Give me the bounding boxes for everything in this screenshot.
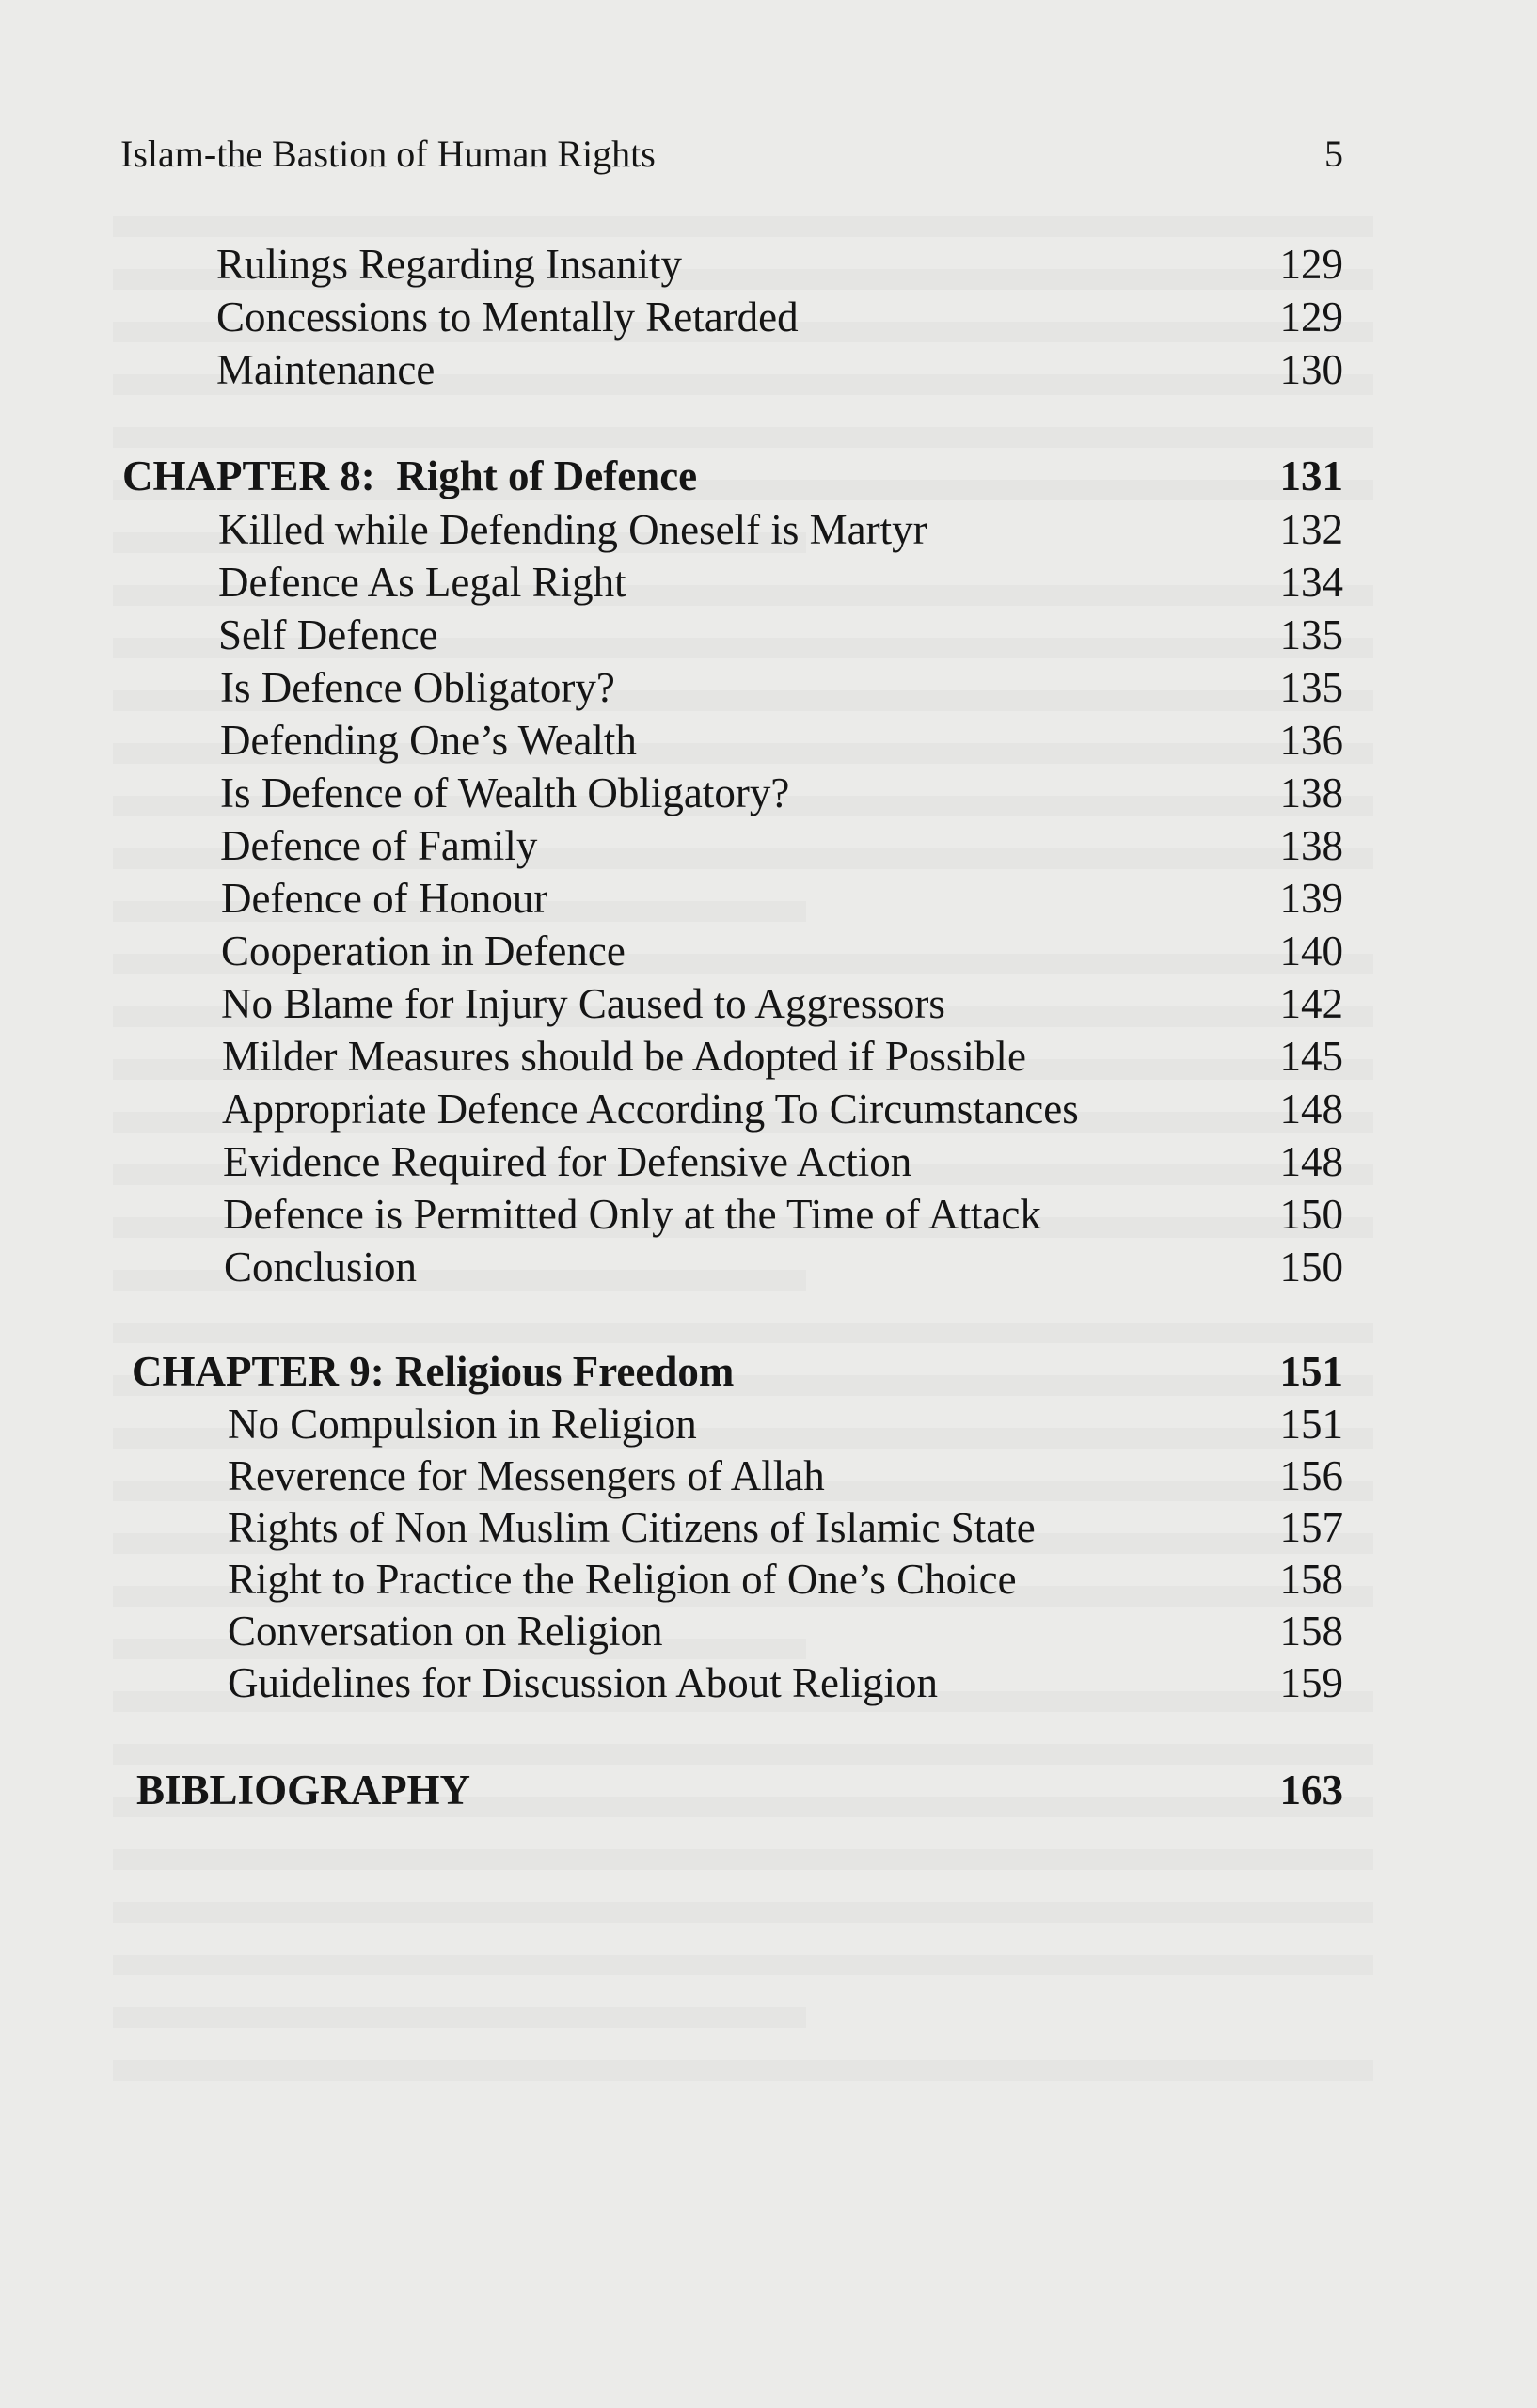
- toc-entry: [223, 1137, 1343, 1186]
- entry-page: 138: [1279, 822, 1343, 869]
- entry-title: Concessions to Mentally Retarded: [216, 293, 799, 341]
- entry-title: Cooperation in Defence: [221, 927, 626, 974]
- entry-page: 158: [1279, 1608, 1343, 1655]
- entry-title: Is Defence Obligatory?: [220, 664, 615, 711]
- entry-page: 129: [1279, 241, 1343, 288]
- chapter-page: 151: [1279, 1348, 1343, 1395]
- entry-title: Rulings Regarding Insanity: [216, 241, 682, 288]
- toc-entry: [216, 293, 1343, 341]
- entry-page: 157: [1279, 1504, 1343, 1551]
- entry-title: Appropriate Defence According To Circumstances: [222, 1085, 1079, 1133]
- entry-title: Milder Measures should be Adopted if Possible: [222, 1033, 1026, 1080]
- toc-entry: [220, 821, 1343, 870]
- entry-page: 129: [1279, 293, 1343, 341]
- toc-entry: [220, 663, 1343, 712]
- toc-entry: [221, 979, 1343, 1028]
- entry-title: Conclusion: [224, 1244, 418, 1291]
- toc-entry: [228, 1451, 1343, 1500]
- toc-entry: [216, 345, 1343, 394]
- chapter-label: CHAPTER 8:: [122, 452, 375, 499]
- entry-title: Self Defence: [218, 611, 438, 658]
- toc-entry: [218, 558, 1343, 607]
- toc-entry: [222, 1032, 1343, 1081]
- entry-title: Guidelines for Discussion About Religion: [228, 1659, 938, 1706]
- chapter-page: 131: [1279, 452, 1343, 499]
- entry-title: Is Defence of Wealth Obligatory?: [220, 769, 790, 816]
- toc-entry: [218, 610, 1343, 659]
- entry-page: 151: [1279, 1401, 1343, 1448]
- entry-page: 138: [1279, 769, 1343, 816]
- chapter-name: Religious Freedom: [395, 1348, 735, 1395]
- chapter-name: Right of Defence: [396, 452, 698, 499]
- toc-entry: [216, 240, 1343, 289]
- chapter-heading: [132, 1347, 1343, 1396]
- entry-title: Defence As Legal Right: [218, 559, 626, 606]
- entry-page: 145: [1279, 1033, 1343, 1080]
- entry-page: 135: [1279, 611, 1343, 658]
- chapter-title: [132, 1347, 734, 1396]
- entry-page: 140: [1279, 927, 1343, 974]
- entry-title: Defence of Family: [220, 822, 538, 869]
- entry-page: 148: [1279, 1085, 1343, 1133]
- toc-entry: [228, 1555, 1343, 1604]
- entry-title: Rights of Non Muslim Citizens of Islamic State: [228, 1504, 1036, 1551]
- entry-title: Defence of Honour: [221, 875, 548, 922]
- entry-page: 134: [1279, 559, 1343, 606]
- toc-entry: [228, 1607, 1343, 1656]
- toc-entry: [222, 1085, 1343, 1133]
- chapter-heading: [122, 452, 1343, 500]
- toc-entry: [228, 1658, 1343, 1707]
- entry-page: 136: [1279, 717, 1343, 764]
- book-title: Islam-the Bastion of Human Rights: [120, 133, 656, 175]
- entry-page: 158: [1279, 1556, 1343, 1603]
- toc-entry: [228, 1400, 1343, 1449]
- entry-title: Conversation on Religion: [228, 1608, 663, 1655]
- toc-entry: [221, 927, 1343, 975]
- toc-entry: [224, 1243, 1343, 1291]
- toc-entry: [220, 768, 1343, 817]
- entry-title: Evidence Required for Defensive Action: [223, 1138, 912, 1185]
- entry-title: Reverence for Messengers of Allah: [228, 1452, 825, 1499]
- entry-page: 150: [1279, 1191, 1343, 1238]
- entry-page: 130: [1279, 346, 1343, 393]
- toc-entry: [220, 716, 1343, 765]
- toc-entry: [223, 1190, 1343, 1239]
- chapter-title: [122, 452, 697, 500]
- entry-title: No Compulsion in Religion: [228, 1401, 697, 1448]
- page-number: 5: [1324, 133, 1343, 175]
- entry-title: Defending One’s Wealth: [220, 717, 637, 764]
- entry-title: Killed while Defending Oneself is Martyr: [218, 506, 927, 553]
- entry-page: 156: [1279, 1452, 1343, 1499]
- bibliography-page: 163: [1279, 1766, 1343, 1814]
- entry-page: 139: [1279, 875, 1343, 922]
- entry-page: 148: [1279, 1138, 1343, 1185]
- bibliography-title: BIBLIOGRAPHY: [136, 1766, 471, 1814]
- entry-title: No Blame for Injury Caused to Aggressors: [221, 980, 945, 1027]
- entry-title: Defence is Permitted Only at the Time of Attack: [223, 1191, 1041, 1238]
- toc-entry: [228, 1503, 1343, 1552]
- entry-page: 135: [1279, 664, 1343, 711]
- entry-page: 142: [1279, 980, 1343, 1027]
- toc-entry: [218, 505, 1343, 554]
- bibliography-heading: [136, 1766, 1343, 1814]
- entry-page: 159: [1279, 1659, 1343, 1706]
- entry-page: 132: [1279, 506, 1343, 553]
- entry-title: Right to Practice the Religion of One’s Choice: [228, 1556, 1017, 1603]
- toc-entry: [221, 874, 1343, 923]
- entry-page: 150: [1279, 1244, 1343, 1291]
- entry-title: Maintenance: [216, 346, 436, 393]
- chapter-label: CHAPTER 9:: [132, 1348, 385, 1395]
